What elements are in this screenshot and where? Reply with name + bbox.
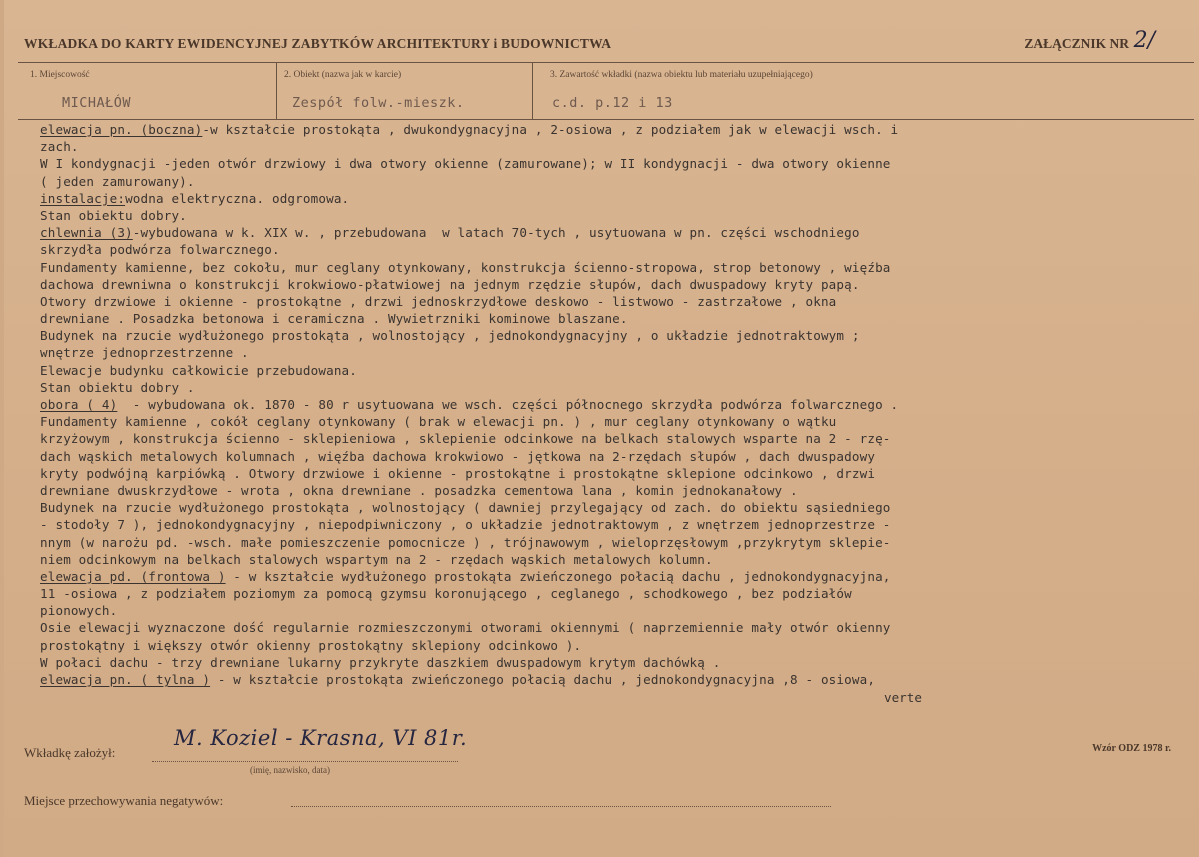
- section-heading: chlewnia (3): [40, 225, 133, 241]
- body-line: [40, 430, 1168, 447]
- body-text-segment: W połaci dachu - trzy drewniane lukarny przykryte daszkiem dwuspadowym krytym dachówką .: [40, 654, 721, 670]
- body-line: [40, 121, 1168, 138]
- body-text-segment: drewniane dwuskrzydłowe - wrota , okna drewniane . posadzka cementowa lana , komin jednokanałowy .: [40, 482, 798, 498]
- body-line: [40, 637, 1168, 654]
- body-line: [40, 293, 1168, 310]
- body-line: [40, 585, 1168, 602]
- created-by-hint: (imię, nazwisko, data): [250, 765, 330, 775]
- body-line: [40, 173, 1168, 190]
- body-line: [40, 241, 1168, 258]
- body-line: [40, 379, 1168, 396]
- body-line: [40, 465, 1168, 482]
- negatives-label: Miejsce przechowywania negatywów:: [24, 793, 224, 808]
- body-text-segment: - w kształcie prostokąta zwieńczonego połacią dachu , jednokondygnacyjna ,8 - osiowa,: [210, 672, 876, 687]
- body-text-segment: ( jeden zamurowany).: [40, 173, 195, 189]
- section-heading: instalacje:: [40, 190, 126, 206]
- locality-label: 1. Miejscowość: [30, 70, 90, 80]
- header-rule-top: [18, 62, 1194, 63]
- body-line: [40, 671, 1168, 688]
- body-text-segment: - w kształcie wydłużonego prostokąta zwieńczonego połacią dachu , jednokondygnacyjna,: [225, 568, 891, 584]
- body-text-segment: nnym (w narożu pd. -wsch. małe pomieszczenie pomocnicze ) , trójnawowym , wieloprzęsłowym ,przykrytym sklepie-: [40, 534, 891, 550]
- field-divider-2: [532, 62, 533, 119]
- body-text-segment: Stan obiektu dobry.: [40, 207, 187, 223]
- body-text-segment: Budynek na rzucie wydłużonego prostokąta , wolnostojący , jednokondygnacyjny , o układzie jednotraktowym ;: [40, 328, 860, 344]
- section-heading: obora ( 4): [40, 397, 118, 412]
- body-text-segment: wnętrze jednoprzestrzenne .: [40, 345, 249, 361]
- body-text-segment: Fundamenty kamienne, bez cokołu, mur ceglany otynkowany, konstrukcja ścienno-stropowa, strop betonowy , więźba: [40, 259, 891, 275]
- object-label: 2. Obiekt (nazwa jak w karcie): [284, 70, 402, 80]
- body-line: [40, 362, 1168, 379]
- body-text-segment: krzyżowym , konstrukcja ścienno - sklepieniowa , sklepienie odcinkowe na belkach stalowych wsparte na 2 - rzę-: [40, 431, 891, 447]
- body-text-segment: W I kondygnacji -jeden otwór drzwiowy i dwa otwory okienne (zamurowane); w II kondygnacji - dwa otwory okienne: [40, 156, 891, 172]
- typed-description: [40, 121, 1168, 688]
- body-line: [40, 568, 1168, 585]
- body-line: [40, 190, 1168, 207]
- body-line: [40, 534, 1168, 551]
- body-text-segment: - stodoły 7 ), jednokondygnacyjny , niepodpiwniczony , o układzie jednotraktowym , z wnętrzem jednoprzestrze -: [40, 517, 891, 533]
- object-value: Zespół folw.-mieszk.: [292, 95, 465, 111]
- body-line: [40, 224, 1168, 241]
- body-text-segment: niem odcinkowym na belkach stalowych wspartym na 2 - rzędach wąskich metalowych kolumn.: [40, 551, 713, 567]
- body-text-segment: Stan obiektu dobry .: [40, 379, 195, 395]
- body-line: [40, 138, 1168, 155]
- body-line: [40, 207, 1168, 224]
- body-text-segment: Osie elewacji wyznaczone dość regularnie rozmieszczonymi otworami okiennymi ( naprzemiennie mały otwór okienny: [40, 620, 891, 636]
- body-line: [40, 516, 1168, 533]
- body-text-segment: wodna elektryczna. odgromowa.: [125, 190, 350, 206]
- body-text-segment: drewniane . Posadzka betonowa i ceramiczna . Wywietrzniki kominowe blaszane.: [40, 311, 628, 327]
- body-text-segment: Budynek na rzucie wydłużonego prostokąta , wolnostojący ( dawniej przylegający od zach. do obiektu sąsiedniego: [40, 500, 891, 516]
- body-text-segment: dach wąskich metalowych kolumnach , więźba dachowa krokwiowo - jętkowa na 2-rzędach słupów , dach dwuspadowy: [40, 448, 876, 464]
- body-line: [40, 155, 1168, 172]
- body-text-segment: - wybudowana ok. 1870 - 80 r usytuowana we wsch. części północnego skrzydła podwórza folwarcznego .: [117, 397, 899, 412]
- body-text-segment: Fundamenty kamienne , cokół ceglany otynkowany ( brak w elewacji pn. ) , mur ceglany otynkowany o wątku: [40, 414, 837, 430]
- body-text-segment: pionowych.: [40, 603, 118, 619]
- body-text-segment: zach.: [40, 139, 79, 155]
- field-divider-1: [276, 62, 277, 119]
- body-text-segment: skrzydła podwórza folwarcznego.: [40, 242, 280, 258]
- body-line: [40, 448, 1168, 465]
- body-line: [40, 551, 1168, 568]
- header-rule-bottom: [18, 119, 1194, 120]
- body-text-segment: kryty podwójną karpiówką . Otwory drzwiowe i okienne - prostokątne i prostokątne sklepione odcinkowo , drzwi: [40, 465, 876, 481]
- body-line: [40, 310, 1168, 327]
- body-line: [40, 396, 1168, 413]
- body-line: [40, 619, 1168, 636]
- annex-label: ZAŁĄCZNIK NR: [1024, 36, 1129, 51]
- section-heading: elewacja pd. (frontowa ): [40, 568, 226, 584]
- created-by-label: Wkładkę założył:: [24, 745, 116, 760]
- content-label: 3. Zawartość wkładki (nazwa obiektu lub materiału uzupełniającego): [550, 70, 813, 80]
- annex-number: 2/: [1133, 28, 1155, 53]
- section-heading: elewacja pn. (boczna): [40, 122, 203, 137]
- body-line: [40, 259, 1168, 276]
- body-text-segment: -w kształcie prostokąta , dwukondygnacyjna , 2-osiowa , z podziałem jak w elewacji wsch. i: [202, 122, 899, 137]
- body-line: [40, 276, 1168, 293]
- body-text-segment: Elewacje budynku całkowicie przebudowana.: [40, 362, 358, 378]
- verte-note: verte: [884, 690, 922, 705]
- body-line: [40, 413, 1168, 430]
- card-title: WKŁADKA DO KARTY EWIDENCYJNEJ ZABYTKÓW ARCHITEKTURY i BUDOWNICTWA: [24, 36, 612, 51]
- body-line: [40, 327, 1168, 344]
- section-heading: elewacja pn. ( tylna ): [40, 672, 211, 687]
- body-text-segment: dachowa drewniwna o konstrukcji krokwiowo-płatwiowej na jednym rzędzie słupów, dach dwuspadowy kryty papą.: [40, 276, 860, 292]
- body-text-segment: 11 -osiowa , z podziałem poziomym za pomocą gzymsu koronującego , ceglanego , schodkowego , bez podziałów: [40, 586, 852, 602]
- locality-value: MICHAŁÓW: [62, 95, 132, 111]
- form-model-label: Wzór ODZ 1978 r.: [1092, 743, 1171, 754]
- created-by-signature: M. Koziel - Krasna, VI 81r.: [174, 726, 468, 750]
- body-line: [40, 602, 1168, 619]
- body-text-segment: -wybudowana w k. XIX w. , przebudowana w latach 70-tych , usytuowana w pn. części wschodniego: [132, 225, 860, 241]
- negatives-line: [291, 806, 831, 807]
- body-text-segment: prostokątny i większy otwór okienny prostokątny sklepiony odcinkowo ).: [40, 637, 582, 653]
- content-value: c.d. p.12 i 13: [552, 95, 673, 111]
- body-line: [40, 344, 1168, 361]
- body-line: [40, 499, 1168, 516]
- created-by-line: [152, 761, 458, 762]
- body-line: [40, 654, 1168, 671]
- body-text-segment: Otwory drzwiowe i okienne - prostokątne , drzwi jednoskrzydłowe deskowo - listwowo - zastrzałowe , okna: [40, 293, 837, 309]
- body-line: [40, 482, 1168, 499]
